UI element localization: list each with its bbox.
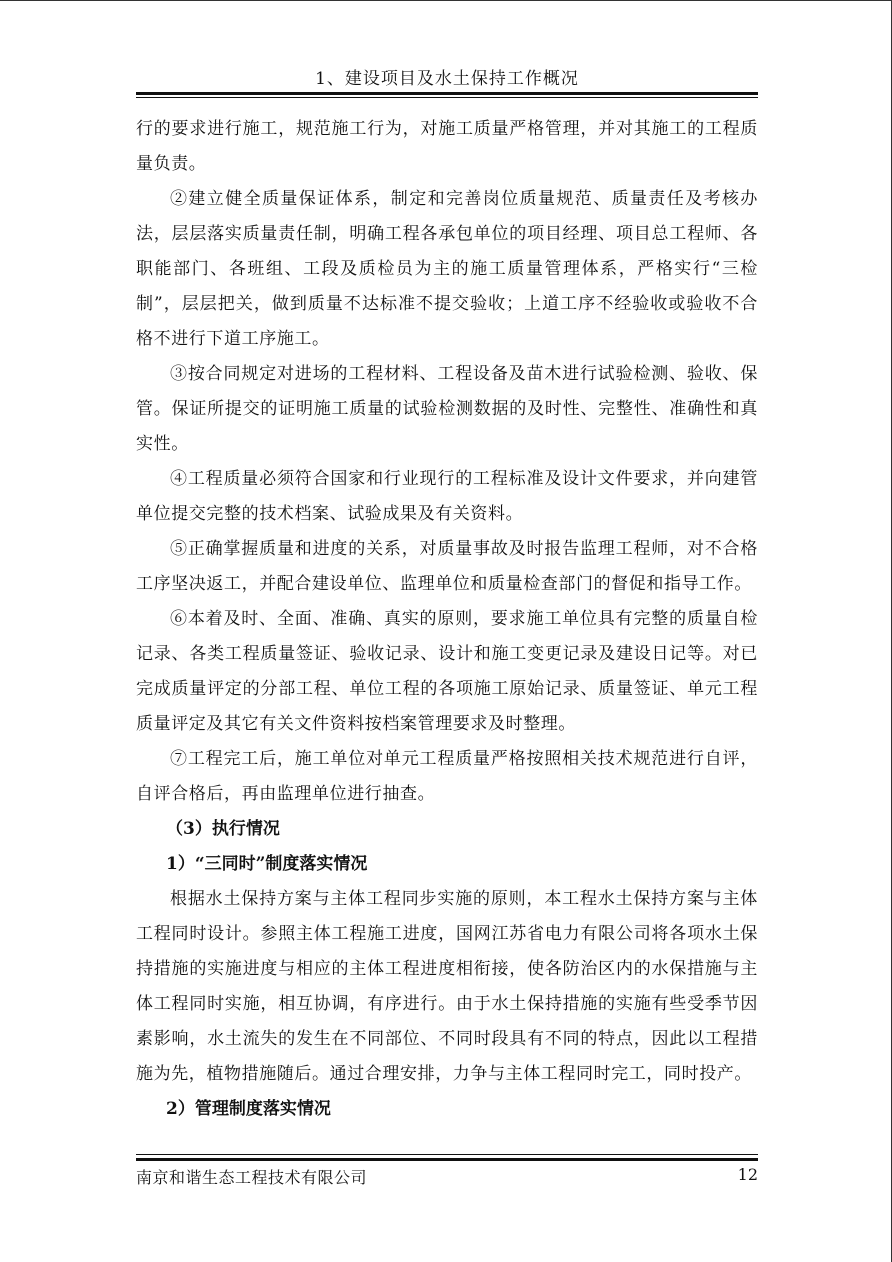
- section-heading-execution: （3）执行情况: [166, 819, 280, 839]
- page-number: 12: [737, 1165, 758, 1184]
- running-header-title: 1、建设项目及水土保持工作概况: [315, 69, 579, 89]
- paragraph-item-3: ③按合同规定对进场的工程材料、工程设备及苗木进行试验检测、验收、保管。保证所提交的证明施工质量的试验检测数据的及时性、完整性、准确性和真实性。: [136, 364, 758, 454]
- paragraph-continued: 行的要求进行施工，规范施工行为，对施工质量严格管理，并对其施工的工程质量负责。: [136, 119, 758, 174]
- paragraph-item-4: ④工程质量必须符合国家和行业现行的工程标准及设计文件要求，并向建管单位提交完整的技术档案、试验成果及有关资料。: [136, 469, 758, 524]
- footer-company-name: 南京和谐生态工程技术有限公司: [136, 1168, 368, 1187]
- header-rule-thick: [136, 92, 758, 95]
- paragraph-three-simultaneous: 根据水土保持方案与主体工程同步实施的原则，本工程水土保持方案与主体工程同时设计。参照主体工程施工进度，国网江苏省电力有限公司将各项水土保持措施的实施进度与相应的主体工程进度相衔接，使各防治区内的水保措施与主体工程同时实施，相互协调，有序进行。由于水土保持措施的实施有些受季节因素影响，水土流失的发生在不同部位、不同时段具有不同的特点，因此以工程措施为先，植物措施随后。通过合理安排，力争与主体工程同时完工，同时投产。: [136, 889, 758, 1084]
- paragraph-item-7: ⑦工程完工后，施工单位对单元工程质量严格按照相关技术规范进行自评，自评合格后，再由监理单位进行抽查。: [136, 749, 758, 804]
- header-rule-thin: [136, 97, 758, 98]
- subheading-three-simultaneous: 1）“三同时”制度落实情况: [166, 854, 368, 874]
- footer-rule-thick: [136, 1158, 758, 1161]
- paragraph-item-2: ②建立健全质量保证体系，制定和完善岗位质量规范、质量责任及考核办法，层层落实质量责任制，明确工程各承包单位的项目经理、项目总工程师、各职能部门、各班组、工段及质检员为主的施工质量管理体系，严格实行“三检制”，层层把关，做到质量不达标准不提交验收；上道工序不经验收或验收不合格不进行下道工序施工。: [136, 189, 758, 349]
- footer-rule-thin: [136, 1154, 758, 1155]
- page-edge-top: [0, 0, 892, 1]
- page-body: [136, 112, 758, 1127]
- paragraph-item-6: ⑥本着及时、全面、准确、真实的原则，要求施工单位具有完整的质量自检记录、各类工程质量签证、验收记录、设计和施工变更记录及建设日记等。对已完成质量评定的分部工程、单位工程的各项施工原始记录、质量签证、单元工程质量评定及其它有关文件资料按档案管理要求及时整理。: [136, 609, 758, 734]
- subheading-management-system: 2）管理制度落实情况: [166, 1099, 331, 1119]
- paragraph-item-5: ⑤正确掌握质量和进度的关系，对质量事故及时报告监理工程师，对不合格工序坚决返工，并配合建设单位、监理单位和质量检查部门的督促和指导工作。: [136, 539, 758, 594]
